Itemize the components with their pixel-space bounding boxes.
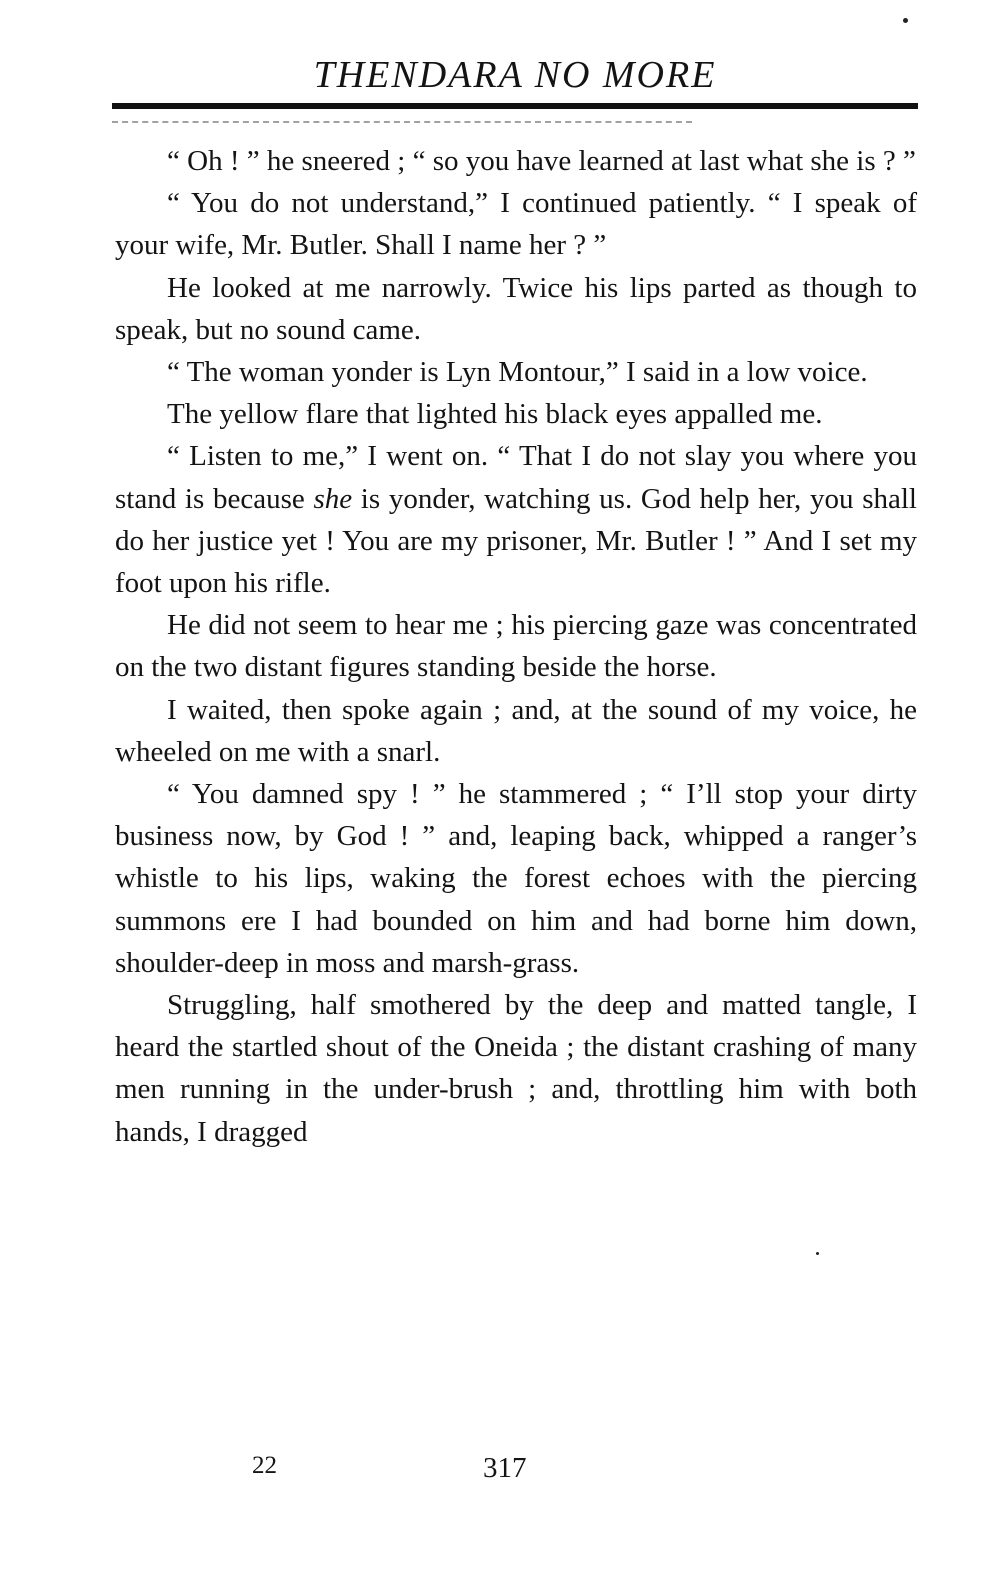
signature-mark: 22 — [252, 1452, 277, 1479]
running-header: THENDARA NO MORE — [313, 54, 717, 96]
paragraph: He looked at me narrowly. Twice his lips parted as though to speak, but no sound came. — [115, 271, 917, 346]
paragraph — [115, 435, 917, 604]
paragraph-text: “ Listen to me,” I went on. “ That I do not slay you where you stand is because — [115, 440, 917, 515]
page-number: 317 — [483, 1452, 527, 1484]
paragraph-text: is yonder, watching us. God help her, you shall do her justice yet ! You are my prisoner, Mr. Butler ! ” And I set my foot upon his rifle. — [115, 482, 917, 600]
paragraph: The yellow flare that lighted his black eyes appalled me. — [167, 398, 823, 431]
paragraph: “ You damned spy ! ” he stammered ; “ I’ll stop your dirty business now, by God ! ” and, leaping back, whipped a ranger’s whistle to his lips, waking the forest echoes with the piercing summons ere I had bounded on him and had borne him down, shoulder-deep in moss and marsh-grass. — [115, 778, 917, 979]
header-rule-thin — [112, 121, 692, 123]
paragraph: “ The woman yonder is Lyn Montour,” I said in a low voice. — [167, 356, 868, 389]
paragraph: “ Oh ! ” he sneered ; “ so you have learned at last what she is ? ” — [167, 145, 916, 177]
ink-speck — [903, 18, 908, 23]
header-rule — [112, 103, 918, 109]
emphasis-text: she — [313, 482, 353, 515]
paragraph: I waited, then spoke again ; and, at the sound of my voice, he wheeled on me with a snarl. — [115, 693, 917, 768]
body-text — [115, 140, 917, 1153]
paragraph: Struggling, half smothered by the deep and matted tangle, I heard the startled shout of the Oneida ; the distant crashing of many men running in the under-brush ; and, throttling him with both hands, I dragged — [115, 989, 917, 1148]
paragraph: “ You do not understand,” I continued patiently. “ I speak of your wife, Mr. Butler. Shall I name her ? ” — [115, 187, 917, 262]
ink-speck — [816, 1252, 819, 1255]
paragraph: He did not seem to hear me ; his piercing gaze was concentrated on the two distant figures standing beside the horse. — [115, 609, 917, 684]
page-footer — [0, 1452, 1000, 1492]
